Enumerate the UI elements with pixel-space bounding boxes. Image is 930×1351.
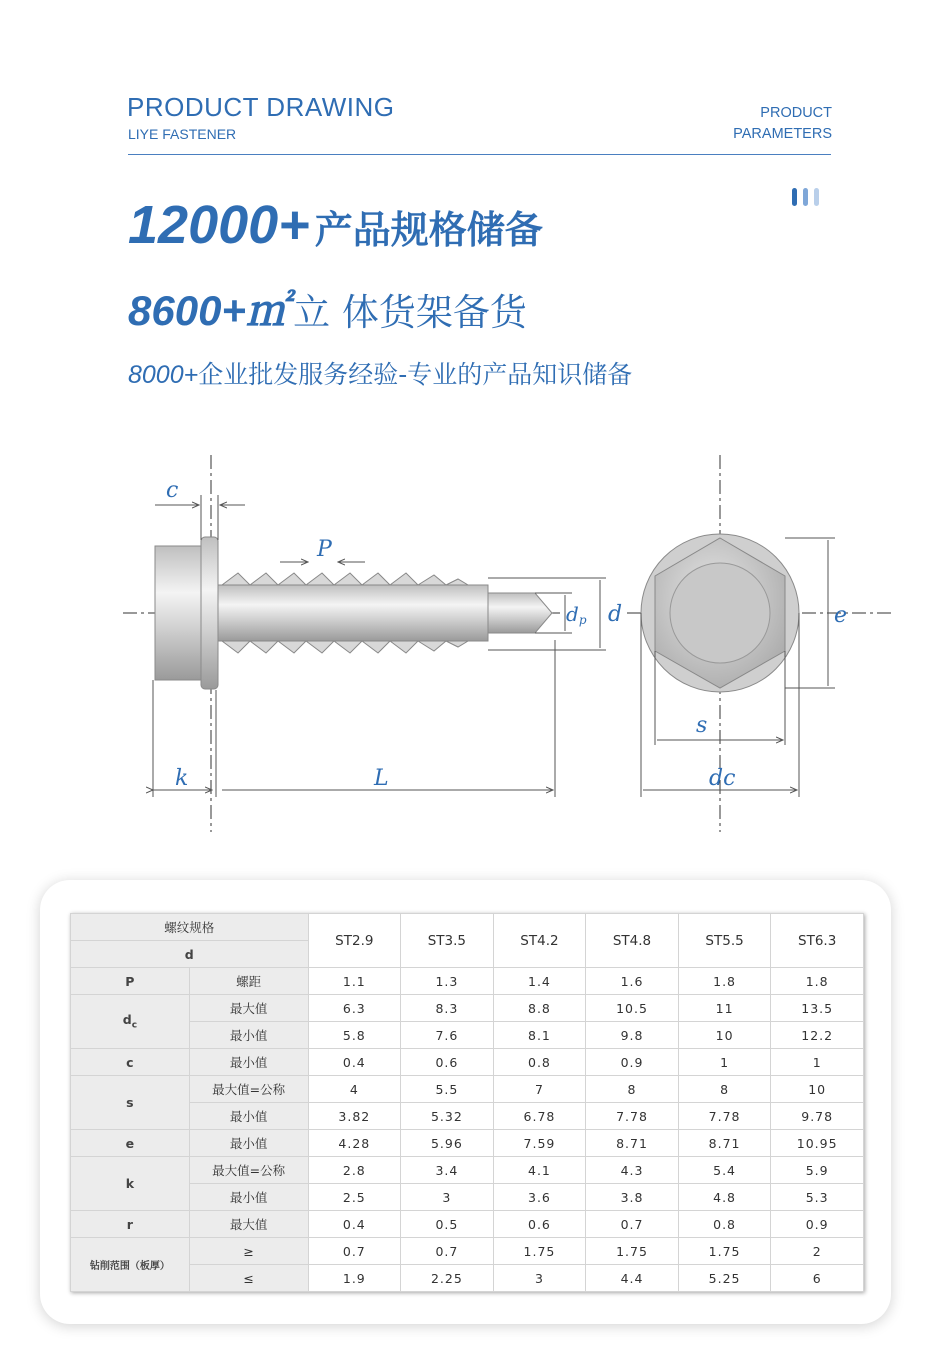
cell-value: 7.78 [678, 1103, 771, 1130]
cell-value: 0.6 [401, 1049, 494, 1076]
row-group-dc-sub: c [131, 1020, 138, 1031]
cell-value: 1 [678, 1049, 771, 1076]
table-row [71, 1211, 864, 1238]
row-label: ≥ [189, 1238, 308, 1265]
cell-value: 10 [678, 1022, 771, 1049]
cell-value: 1.9 [308, 1265, 401, 1292]
row-label: 最大值=公称 [189, 1076, 308, 1103]
brand-subtitle: LIYE FASTENER [128, 126, 237, 142]
headline-warehouse [128, 278, 527, 338]
cell-value: 3.82 [308, 1103, 401, 1130]
cell-value: 3.4 [401, 1157, 494, 1184]
section-tag-line1: PRODUCT [760, 105, 832, 121]
cell-value: 0.7 [401, 1238, 494, 1265]
header-divider [128, 154, 831, 155]
cell-value: 1.3 [401, 968, 494, 995]
cell-value: 4 [308, 1076, 401, 1103]
cell-value: 4.8 [678, 1184, 771, 1211]
row-label: 最小值 [189, 1130, 308, 1157]
row-group: e [71, 1130, 190, 1157]
headline-warehouse-text: 立 体货架备货 [293, 291, 527, 334]
cell-value: 12.2 [771, 1022, 864, 1049]
cell-value: 0.8 [678, 1211, 771, 1238]
parameters-table [70, 913, 864, 1292]
cell-value: 1.1 [308, 968, 401, 995]
table-row [71, 1076, 864, 1103]
cell-value: 9.8 [586, 1022, 679, 1049]
column-header: ST2.9 [308, 914, 401, 968]
cell-value: 8.1 [493, 1022, 586, 1049]
table-row [71, 1265, 864, 1292]
cell-value: 5.32 [401, 1103, 494, 1130]
cell-value: 5.4 [678, 1157, 771, 1184]
cell-value: 4.4 [586, 1265, 679, 1292]
cell-value: 0.7 [308, 1238, 401, 1265]
cell-value: 8 [586, 1076, 679, 1103]
label-dc: dc [709, 766, 736, 791]
cell-value: 0.8 [493, 1049, 586, 1076]
cell-value: 5.9 [771, 1157, 864, 1184]
cell-value: 0.4 [308, 1049, 401, 1076]
section-tag-line2: PARAMETERS [733, 126, 832, 142]
headline-experience-number: 8000+ [128, 361, 199, 389]
cell-value: 1.6 [586, 968, 679, 995]
label-p: P [317, 537, 332, 562]
label-s: s [696, 713, 708, 738]
cell-value: 10.95 [771, 1130, 864, 1157]
cell-value: 10 [771, 1076, 864, 1103]
cell-value: 5.8 [308, 1022, 401, 1049]
table-row [71, 1049, 864, 1076]
row-label: 最小值 [189, 1184, 308, 1211]
cell-value: 4.28 [308, 1130, 401, 1157]
table-row [71, 995, 864, 1022]
row-group-dc-text: d [122, 1012, 132, 1028]
row-label: 最小值 [189, 1049, 308, 1076]
cell-value: 0.6 [493, 1211, 586, 1238]
cell-value: 0.7 [586, 1211, 679, 1238]
table-row [71, 1157, 864, 1184]
column-header: ST4.2 [493, 914, 586, 968]
table-row [71, 968, 864, 995]
screw-side-view [155, 537, 552, 689]
table-row [71, 1184, 864, 1211]
cell-value: 0.4 [308, 1211, 401, 1238]
bar-mid [803, 188, 808, 206]
label-d: d [608, 602, 623, 627]
cell-value: 1.8 [678, 968, 771, 995]
cell-value: 4.1 [493, 1157, 586, 1184]
row-group: P [71, 968, 190, 995]
label-c: c [166, 478, 179, 503]
cell-value: 3.6 [493, 1184, 586, 1211]
cell-value: 5.3 [771, 1184, 864, 1211]
cell-value: 9.78 [771, 1103, 864, 1130]
headline-specs [128, 194, 543, 256]
cell-value: 10.5 [586, 995, 679, 1022]
cell-value: 7.59 [493, 1130, 586, 1157]
column-header: ST4.8 [586, 914, 679, 968]
column-header: ST6.3 [771, 914, 864, 968]
row-label: 螺距 [189, 968, 308, 995]
column-header: ST3.5 [401, 914, 494, 968]
cell-value: 4.3 [586, 1157, 679, 1184]
decorative-bars [792, 188, 825, 210]
cell-value: 3 [493, 1265, 586, 1292]
row-group: k [71, 1157, 190, 1211]
label-e: e [834, 603, 848, 628]
headline-specs-number: 12000+ [128, 195, 310, 255]
row-group: r [71, 1211, 190, 1238]
cell-value: 5.5 [401, 1076, 494, 1103]
headline-experience-text: 企业批发服务经验-专业的产品知识储备 [198, 360, 633, 389]
headline-warehouse-number: 8600+㎡ [128, 287, 288, 334]
section-tag [733, 103, 832, 145]
label-l: L [374, 766, 389, 791]
row-group: c [71, 1049, 190, 1076]
cell-value: 8.3 [401, 995, 494, 1022]
cell-value: 0.9 [771, 1211, 864, 1238]
cell-value: 5.25 [678, 1265, 771, 1292]
cell-value: 8 [678, 1076, 771, 1103]
cell-value: 2.25 [401, 1265, 494, 1292]
table-row [71, 1022, 864, 1049]
cell-value: 3.8 [586, 1184, 679, 1211]
cell-value: 1.4 [493, 968, 586, 995]
row-label: 最大值 [189, 995, 308, 1022]
row-label: 最小值 [189, 1022, 308, 1049]
table-row [71, 1130, 864, 1157]
cell-value: 1.75 [678, 1238, 771, 1265]
cell-value: 1.8 [771, 968, 864, 995]
headline-specs-text: 产品规格储备 [314, 208, 543, 252]
row-group: s [71, 1076, 190, 1130]
cell-value: 6.78 [493, 1103, 586, 1130]
cell-value: 0.9 [586, 1049, 679, 1076]
cell-value: 7 [493, 1076, 586, 1103]
cell-value: 3 [401, 1184, 494, 1211]
header-sub-cell: d [71, 941, 309, 968]
label-k: k [175, 766, 189, 791]
cell-value: 8.71 [586, 1130, 679, 1157]
cell-value: 2.5 [308, 1184, 401, 1211]
section-title: PRODUCT DRAWING [127, 92, 395, 122]
cell-value: 6.3 [308, 995, 401, 1022]
screw-head-view [641, 534, 799, 692]
cell-value: 0.5 [401, 1211, 494, 1238]
cell-value: 8.8 [493, 995, 586, 1022]
label-dp-main: d [566, 602, 579, 626]
row-label: 最小值 [189, 1103, 308, 1130]
cell-value: 11 [678, 995, 771, 1022]
label-dp-sub: p [578, 613, 587, 627]
row-label: 最大值=公称 [189, 1157, 308, 1184]
header-label-cell: 螺纹规格 [71, 914, 309, 941]
cell-value: 1.75 [493, 1238, 586, 1265]
cell-value: 7.78 [586, 1103, 679, 1130]
row-group-dc [71, 995, 190, 1049]
label-dp [566, 602, 587, 627]
bar-dark [792, 188, 797, 206]
headline-experience [128, 355, 632, 391]
cell-value: 8.71 [678, 1130, 771, 1157]
row-label: ≤ [189, 1265, 308, 1292]
cell-value: 7.6 [401, 1022, 494, 1049]
cell-value: 5.96 [401, 1130, 494, 1157]
cell-value: 1 [771, 1049, 864, 1076]
cell-value: 2.8 [308, 1157, 401, 1184]
cell-value: 6 [771, 1265, 864, 1292]
cell-value: 13.5 [771, 995, 864, 1022]
row-label: 最大值 [189, 1211, 308, 1238]
table-row [71, 1103, 864, 1130]
bar-light [814, 188, 819, 206]
column-header: ST5.5 [678, 914, 771, 968]
screw-technical-drawing [0, 440, 930, 840]
cell-value: 2 [771, 1238, 864, 1265]
cell-value: 1.75 [586, 1238, 679, 1265]
table-row [71, 1238, 864, 1265]
row-group: 钻削范围（板厚） [71, 1238, 190, 1292]
